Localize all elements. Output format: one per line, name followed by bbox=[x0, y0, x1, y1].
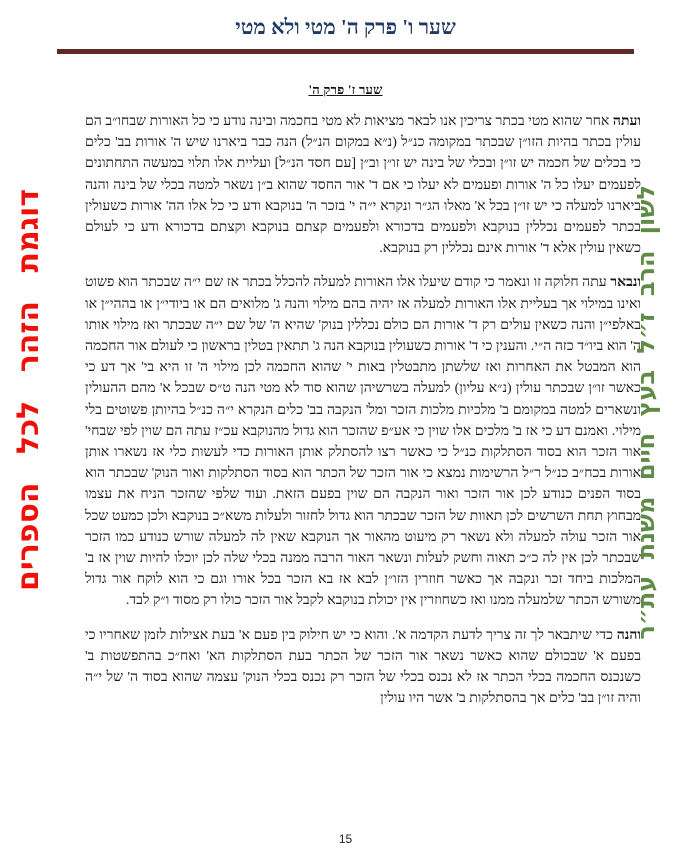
paragraph-text: עתה חלוקה זו ונאמר כי קודם שיעלו אלו האורות למעלה להכלל בכתר אז שם י״ה שבכתר הוא פשוט ואינו במילוי אך בעליית אלו האורות למעלה אז יהיה בהם מילוי והנה ג' מלואים הם או ביודי״ן או בההי״ן או באלפי״ן והנה כשאין עולים רק ד' אורות הם כולם נכללין בנוק' שהיא ה' של שם י״ה שבכתר ואז מילוי אותו ה' הוא ביו״ד כזה ה״י. והענין כי ד' אורות כשעולין בנוקבא הנה ג' תתאין בטלין בראשון כי לעולם אור החכמה הוא המבטל את האחרות ואז שלשתן מתבטלין באות י' שהוא החכמה לכן מילוי ה' זו היא בי' אך דע כי כאשר זו״ן שבכתר עולין (נ״א עליון) למעלה בשרשיהן שהוא סוד לא מטי הנה ט״ס שבכל א' מהם ההעולין ונשארים למטה במקומם ב' מלכיות מלכות הזכר ומל' הנקבה בב' כלים הנקרא י״ה כנ״ל בהיותן פשוטים בלי מילוי. ואמנם דע כי אז ב' מלכים אלו שוין כי אע״פ שהזכר הוא גדול מהנוקבא עכ״ז עתה הם שוין לפי שבחי' אור הזכר הוא בסוד הסתלקות כנ״ל כי כאשר רצו להסתלק אותן האורות כדי לעשות כלי אז נשארו אותן אורות בכח״ב כנ״ל ר״ל הרשימות נמצא כי אור הזכר של הכתר הוא בסוד הסתלקות ואור הנוק' שבכתר הוא בסוד הפנים כנודע לכן אור הזכר ואור הנקבה הם שוין בפעם הזאת. ועוד שלפי שהזכר הניח את עצמו מבחוץ תחת השרשים לכן תאוות של הזכר שבכתר הוא גדול לחזור ולעלות משא״כ בנוקבא ולכן כמעט שכל אור הזכר עולה למעלה ולא נשאר רק מיעוט מהאור אך הנוקבא שאין לה למעלה שורש כנודע כמו הזכר שבכתר לכן אין לה כ״כ תאוה וחשק לעלות ונשאר האור הרבה ממנה בכלי שלה לכן יוכלו להיות שוין אז ב' המלכות ביחד זכר ונקבה אך כאשר חוזרין הזו״ן לבא אז בא הזכר בכל אורו וגם כי הוא לוקח אור גדול משורש הכתר שלמעלה ממנו ואז כשחוזרין אין יכולת בנוקבא לקבל אור הזכר כולו רק מסוד ו״ק לבד. bbox=[85, 275, 641, 609]
paragraph bbox=[85, 625, 641, 710]
page-title: שער ו' פרק ה' מטי ולא מטי bbox=[235, 15, 456, 39]
section-heading-row bbox=[0, 81, 691, 99]
paragraph-lead-word: והנה bbox=[616, 627, 641, 643]
paragraph-text: אחר שהוא מטי בכתר צריכין אנו לבאר מציאות לא מטי בחכמה ובינה נודע כי כל האורות שבחו״ב הם עולין בכתר בהיות הזו״ן שבכתר במקומה כנ״ל (נ״א במקום הנ״ל) הנה כבר ביארנו שיש ה' אורות בב' כלים כי בכלים של חכמה יש זו״ן ובכלי של בינה יש זו״ן וב״ן [עם חסד הנ״ל] ועליית אלו תלוי במעשה התחתונים לפעמים יעלו כל ה' אורות ופעמים לא יעלו כי אם ד' אור החסד שהוא ב״ן נשאר למטה בכלי של בינה והנה ביארנו למעלה כי יש זו״ן בכל א' מאלו הג״ר ונקרא י״ה י' בזכר ה' בנוקבא ודע כי כל אלו הה' אורות כשעולין בכתר לפעמים נכללין בנוקבא ולפעמים בדכורא ולפעמים קצתם בנוקבא וקצתם בדכורא ודע כי לעולם כשאין עולין אלא ד' אורות אינם נכללין רק בנוקבא. bbox=[85, 114, 641, 257]
section-heading: שער ז' פרק ה' bbox=[308, 82, 383, 97]
title-rule-divider bbox=[57, 49, 634, 54]
paragraph bbox=[85, 272, 641, 611]
page-number: 15 bbox=[338, 832, 353, 846]
paragraph-lead-word: ועתה bbox=[612, 114, 642, 129]
left-margin-stamp-text: דוגמת הזהר לכל הספרים bbox=[11, 189, 46, 591]
paragraph-text: כדי שיתבאר לך זה צריך לדעת הקדמה א'. והוא כי יש חילוק בין פעם א' בעת אצילות לזמן שאחריו כי בפעם א' שבכולם שהוא כאשר נשאר אור הזכר של הכתר בעת הסתלקות הא' ואח״כ בהתפשטות ב' כשנכנס החכמה בכלי הכתר אז לא נכנס בכלי של הזכר רק נכנס בכלי הנוק' עצמה שהוא בסוד ה' של י״ה והיה זו״ן בב' כלים אך בהסתלקות ב' אשר היו עולין bbox=[85, 627, 641, 707]
paragraph-lead-word: ונבאר bbox=[610, 275, 642, 291]
body-text bbox=[85, 111, 641, 722]
right-margin-stamp-text: לשון הרב ז״ל בעץ חיים משנת עת״ר bbox=[632, 185, 660, 640]
paragraph bbox=[85, 111, 641, 259]
